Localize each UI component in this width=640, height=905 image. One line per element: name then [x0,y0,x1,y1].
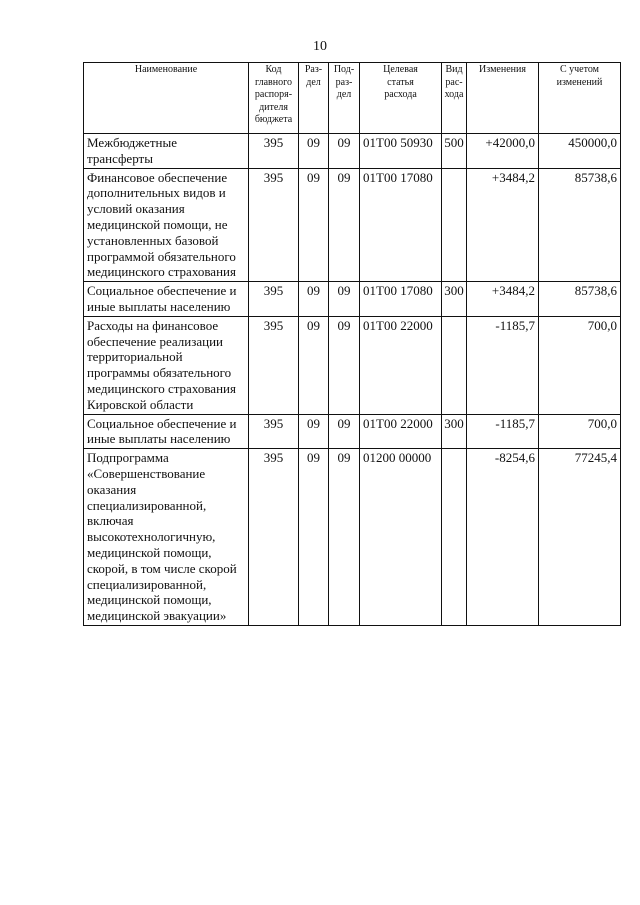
header-section: Раз- дел [299,63,329,134]
row-name: Социальное обеспечение и иные выплаты населению [84,414,249,449]
row-change: -8254,6 [467,449,539,626]
row-subsection: 09 [329,134,360,169]
row-subsection: 09 [329,316,360,414]
row-total: 450000,0 [539,134,621,169]
header-changes: Изменения [467,63,539,134]
header-subsection: Под- раз- дел [329,63,360,134]
page-number: 10 [313,39,327,54]
row-subsection: 09 [329,414,360,449]
header-row [84,63,621,134]
row-section: 09 [299,414,329,449]
row-section: 09 [299,282,329,317]
row-section: 09 [299,134,329,169]
table-row [84,449,621,626]
row-change: +3484,2 [467,282,539,317]
row-name: Подпрограмма «Совершенствование оказания специализированной, включая высокотехнологичную, медицинской помощи, скорой, в том числе скорой специализированной, медицинской помощи, медицинской эвакуации» [84,449,249,626]
row-total: 85738,6 [539,168,621,282]
table-row [84,316,621,414]
row-change: -1185,7 [467,316,539,414]
header-expense-type: Вид рас- хода [442,63,467,134]
row-code: 395 [249,282,299,317]
row-subsection: 09 [329,282,360,317]
row-target: 01Т00 17080 [360,282,442,317]
row-section: 09 [299,168,329,282]
row-target: 01Т00 22000 [360,316,442,414]
row-change: +3484,2 [467,168,539,282]
row-subsection: 09 [329,449,360,626]
row-type: 300 [442,282,467,317]
row-code: 395 [249,134,299,169]
header-with-changes: С учетом изменений [539,63,621,134]
table-row [84,282,621,317]
row-total: 700,0 [539,316,621,414]
row-name: Расходы на финансовое обеспечение реализации территориальной программы обязательного медицинского страхования Кировской области [84,316,249,414]
row-code: 395 [249,168,299,282]
row-total: 700,0 [539,414,621,449]
row-target: 01Т00 50930 [360,134,442,169]
row-code: 395 [249,414,299,449]
row-code: 395 [249,316,299,414]
row-total: 85738,6 [539,282,621,317]
row-change: +42000,0 [467,134,539,169]
row-section: 09 [299,449,329,626]
header-target: Целевая статья расхода [360,63,442,134]
table-row [84,134,621,169]
row-type: 500 [442,134,467,169]
row-target: 01Т00 17080 [360,168,442,282]
row-name: Финансовое обеспечение дополнительных видов и условий оказания медицинской помощи, не установленных базовой программой обязательного медицинского страхования [84,168,249,282]
row-section: 09 [299,316,329,414]
row-name: Межбюджетные трансферты [84,134,249,169]
row-total: 77245,4 [539,449,621,626]
budget-table [83,62,621,626]
row-type [442,168,467,282]
row-type: 300 [442,414,467,449]
row-target: 01200 00000 [360,449,442,626]
table-row [84,414,621,449]
header-name: Наименование [84,63,249,134]
row-code: 395 [249,449,299,626]
row-change: -1185,7 [467,414,539,449]
row-target: 01Т00 22000 [360,414,442,449]
header-gl-code: Код главного распоря- дителя бюджета [249,63,299,134]
row-type [442,449,467,626]
table-row [84,168,621,282]
row-subsection: 09 [329,168,360,282]
row-type [442,316,467,414]
row-name: Социальное обеспечение и иные выплаты населению [84,282,249,317]
